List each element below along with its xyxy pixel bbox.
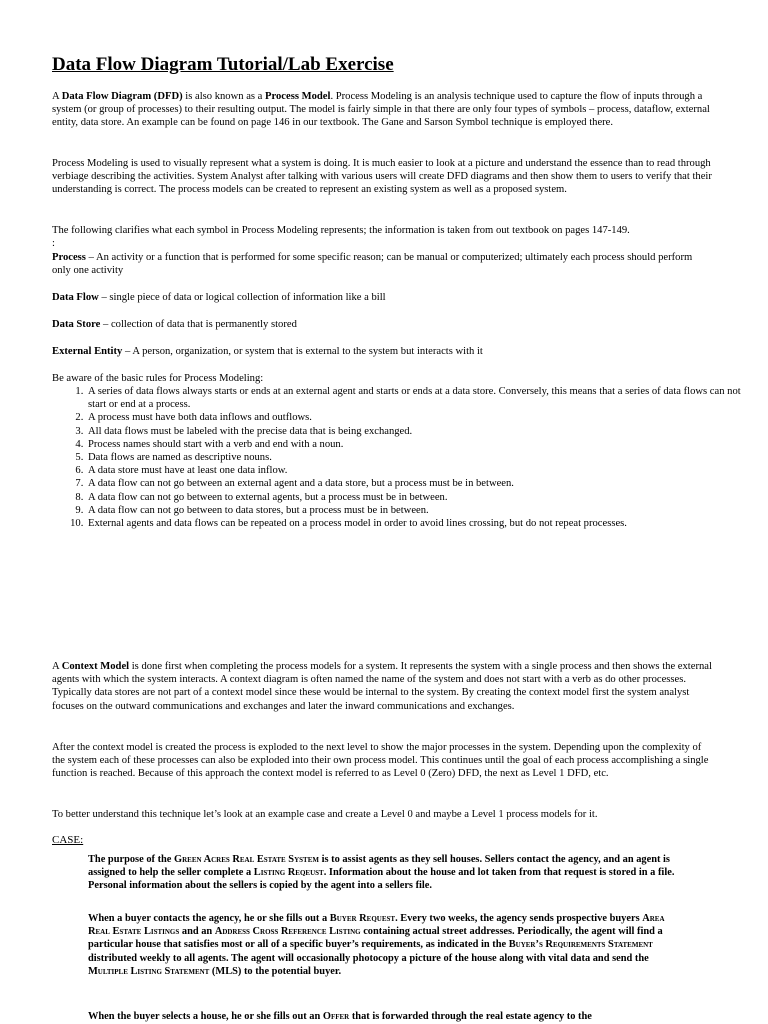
case-text: distributed weekly to all agents. The agent will occasionally photocopy a picture of the house along with vital data and send the (88, 952, 649, 964)
paragraph-explode: After the context model is created the process is exploded to the next level to show the major processes in the system. Depending upon the complexity of the system each of these processes can also be exploded into their own process model. This continues until the goal of each process accomplishing a single function is reached. Because of this approach the context model is referred to as Level 0 (Zero) DFD, the next as Level 1 DFD, etc. (52, 742, 709, 780)
case-text: The purpose of the (88, 854, 175, 865)
context-prefix: A (52, 661, 62, 672)
intro-prefix: A (52, 91, 62, 102)
intro-rest: . Process Modeling is an analysis technique used to capture the flow of inputs through a system (or group of processes) to their resulting output. The model is fairly simple in that there are only four types of symbols – process, dataflow, external entity, data store. An example can be found on page 146 in our textbook. The Gane and Sarson Symbol technique is employed there. (52, 91, 710, 129)
list-item: 1. A series of data flows always starts or ends at an external agent and starts or ends at a data store. Conversely, this means that a series of data flows can not start or end at a process. (86, 385, 746, 411)
intro-mid: is also known as a (182, 91, 266, 102)
case-text: that is forwarded through the real estate agency to the (349, 1011, 592, 1022)
case-term: Offer (322, 1011, 350, 1022)
case-term: Listing Reqeust (253, 867, 324, 879)
intro-term-process-model: Process Model (265, 91, 331, 102)
definition-text: – collection of data that is permanently stored (100, 319, 297, 330)
paragraph-symbols-intro (52, 224, 712, 250)
list-item: 2. A process must have both data inflows and outflows. (86, 411, 746, 424)
symbols-intro-text: The following clarifies what each symbol in Process Modeling represents; the information is taken from out textbook on pages 147-149. (52, 225, 630, 236)
case-text: . Every two weeks, the agency sends prospective buyers (395, 913, 643, 924)
definition-term: Data Flow (52, 292, 99, 303)
case-paragraph-3 (88, 1010, 678, 1023)
case-text: . Information about the house and lot taken from that request is stored in a file. Personal information about the sellers is copied by the agent into a sellers file. (88, 867, 675, 892)
list-item: 3. All data flows must be labeled with the precise data that is being exchanged. (86, 425, 746, 438)
case-paragraph-1 (88, 853, 678, 893)
intro-term-dfd: Data Flow Diagram (DFD) (61, 91, 183, 102)
context-rest: is done first when completing the process models for a system. It represents the system with a single process and then shows the external agents with which the system interacts. A context diagram is often named the name of the system and does not start with a verb as do other processes. Typically data stores are not part of a context model since these would be internal to the system. By creating the context model first the system analyst focuses on the outward communications and exchanges and later the inward communications and exchanges. (52, 661, 712, 712)
list-item: 9. A data flow can not go between to data stores, but a process must be in between. (86, 504, 746, 517)
case-text: When a buyer contacts the agency, he or she fills out a (88, 913, 330, 924)
definition-text: – An activity or a function that is performed for some specific reason; can be manual or computerized; ultimately each process should perform only one activity (52, 252, 693, 277)
list-item: 5. Data flows are named as descriptive nouns. (86, 451, 746, 464)
paragraph-process-modeling: Process Modeling is used to visually represent what a system is doing. It is much easier to look at a picture and understand the essence than to read through verbiage describing the activities. System Analyst after talking with various users will create DFD diagrams and then show them to users to verify that their understanding is correct. The process models can be created to represent an existing system as well as a proposed system. (52, 158, 712, 196)
list-item: 7. A data flow can not go between an external agent and a data store, but a process must be in between. (86, 477, 746, 490)
definition-text: – single piece of data or logical collection of information like a bill (98, 292, 386, 303)
definition-term: Data Store (52, 319, 101, 330)
definition-term: External Entity (52, 346, 123, 357)
list-item: 8. A data flow can not go between to external agents, but a process must be in between. (86, 491, 746, 504)
case-text: and an (179, 926, 215, 938)
case-text: When the buyer selects a house, he or she fills out an (88, 1011, 323, 1022)
case-term: Buyer Request (329, 913, 396, 924)
page-title: Data Flow Diagram Tutorial/Lab Exercise (52, 54, 394, 75)
definition-data-flow (52, 291, 712, 304)
context-term: Context Model (61, 661, 130, 672)
case-text: to the potential buyer. (241, 965, 342, 977)
rules-intro: Be aware of the basic rules for Process Modeling: (52, 373, 264, 384)
definition-data-store (52, 318, 712, 331)
paragraph-case-intro: To better understand this technique let’s look at an example case and create a Level 0 and maybe a Level 1 process models for it. (52, 809, 598, 820)
case-term: Green Acres Real Estate System (174, 854, 319, 865)
case-label: CASE: (52, 834, 84, 846)
case-term: Area Real Estate Listings (88, 913, 665, 938)
rules-list (52, 385, 746, 530)
list-item: 4. Process names should start with a verb and end with a noun. (86, 438, 746, 451)
context-model-paragraph (52, 660, 712, 713)
case-term: Address Cross Reference Listing (214, 926, 361, 938)
case-paragraph-2 (88, 912, 678, 978)
case-term: Multiple Listing Statement (MLS) (88, 965, 242, 977)
case-text: is to assist agents as they sell houses. Sellers contact the agency, and an agent is assigned to help the seller complete a (88, 854, 670, 879)
case-text: containing actual street addresses. Periodically, the agent will find a particular house that satisfies most or all of a specific buyer’s requirements, as indicated in the (88, 926, 663, 951)
list-item: 10. External agents and data flows can be repeated on a process model in order to avoid lines crossing, but do not repeat processes. (86, 517, 746, 530)
definition-term: Process (52, 252, 86, 263)
list-item: 6. A data store must have at least one data inflow. (86, 464, 746, 477)
case-term: Buyer’s Requirements Statement (508, 939, 653, 951)
definition-text: – A person, organization, or system that is external to the system but interacts with it (122, 346, 483, 357)
definition-process (52, 251, 712, 277)
symbols-intro-mark: : (52, 238, 55, 250)
intro-paragraph (52, 90, 712, 130)
definition-external-entity (52, 345, 712, 358)
